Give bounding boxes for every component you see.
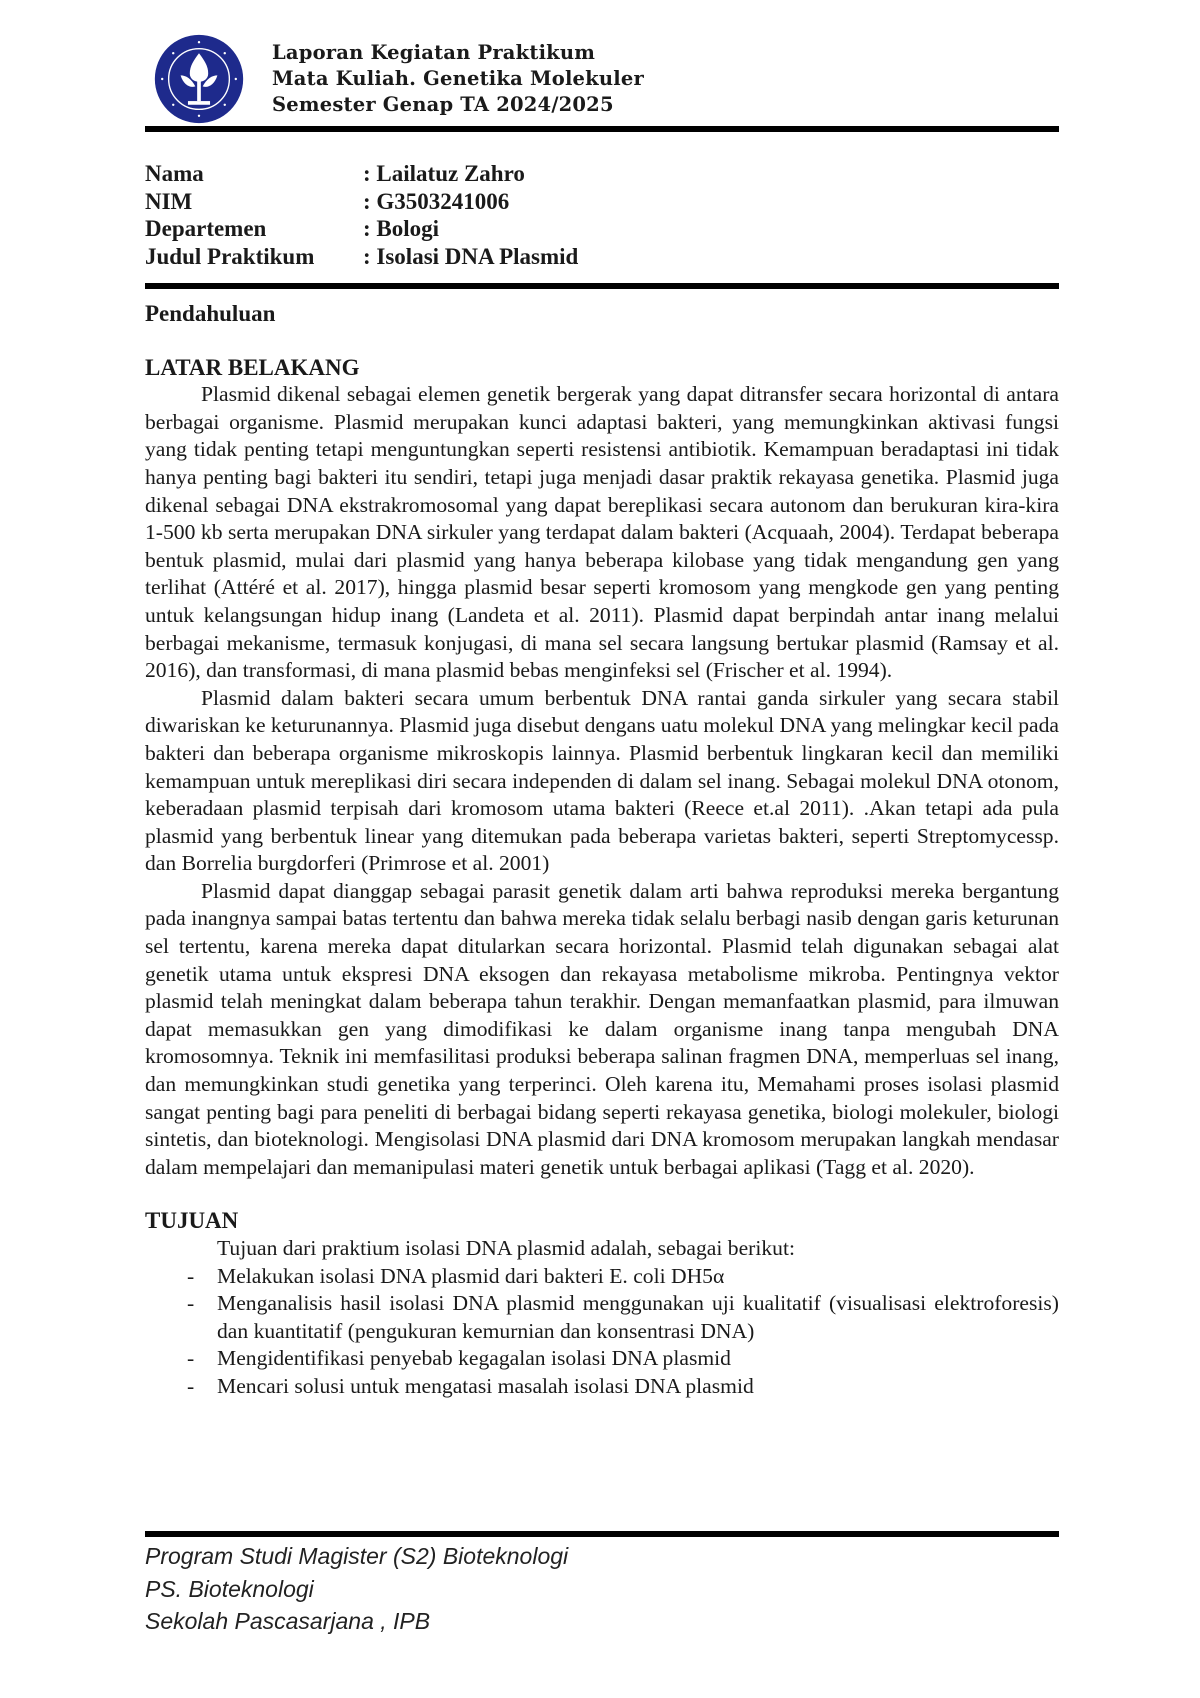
list-item (145, 1263, 1059, 1291)
list-item (145, 1345, 1059, 1373)
list-item (145, 1373, 1059, 1401)
info-value: : Bologi (363, 216, 440, 241)
info-value: : G3503241006 (363, 188, 510, 214)
info-label: Nama (145, 161, 204, 186)
list-item-text: Menganalisis hasil isolasi DNA plasmid menggunakan uji kualitatif (visualisasi elektroforesis) dan kuantitatif (pengukuran kemurnian dan konsentrasi DNA) (217, 1291, 1059, 1343)
list-dash: - (187, 1263, 195, 1288)
section-heading-latar-belakang: LATAR BELAKANG (145, 354, 360, 380)
info-row-title (145, 243, 578, 271)
footer-line-program: Program Studi Magister (S2) Bioteknologi (145, 1543, 569, 1569)
list-dash: - (187, 1291, 195, 1316)
paragraph: Plasmid dikenal sebagai elemen genetik bergerak yang dapat ditransfer secara horizontal di antara berbagai organisme. Plasmid merupakan kunci adaptasi bakteri, yang memungkinkan aktivasi fungsi yang tidak penting tetapi menguntungkan seperti resistensi antibiotik. Kemampuan beradaptasi ini tidak hanya penting bagi bakteri itu sendiri, tetapi juga menjadi dasar praktik rekayasa genetika. Plasmid juga dikenal sebagai DNA ekstrakromosomal yang dapat bereplikasi secara autonom dan berukuran kira-kira 1-500 kb serta merupakan DNA sirkuler yang terdapat dalam bakteri (Acquaah, 2004). Terdapat beberapa bentuk plasmid, mulai dari plasmid yang hanya beberapa kilobase yang tidak mengandung gen yang terlihat (Attéré et al. 2017), hingga plasmid besar seperti kromosom yang mengkode gen yang penting untuk kelangsungan hidup inang (Landeta et al. 2011). Plasmid dapat berpindah antar inang melalui berbagai mekanisme, termasuk konjugasi, di mana sel secara langsung bertukar plasmid (Ramsay et al. 2016), dan transformasi, di mana plasmid bebas menginfeksi sel (Frischer et al. 1994). (145, 382, 1059, 683)
list-dash: - (187, 1346, 195, 1371)
footer-line-ps: PS. Bioteknologi (145, 1575, 314, 1602)
ipb-university-seal-icon (153, 33, 245, 125)
info-row-department (145, 215, 578, 243)
info-row-name (145, 160, 578, 188)
paragraph: Plasmid dapat dianggap sebagai parasit genetik dalam arti bahwa reproduksi mereka bergantung pada inangnya sampai batas tertentu dan bahwa mereka tidak selalu berbagi nasib dengan garis keturunan sel tertentu, karena mereka dapat ditularkan secara horizontal. Plasmid telah digunakan sebagai alat genetik utama untuk ekspresi DNA eksogen dan rekayasa metabolisme mikroba. Pentingnya vektor plasmid telah meningkat dalam beberapa tahun terakhir. Dengan memanfaatkan plasmid, para ilmuwan dapat memasukkan gen yang dimodifikasi ke dalam organisme inang tanpa mengubah DNA kromosomnya. Teknik ini memfasilitasi produksi beberapa salinan fragmen DNA, memperluas sel inang, dan memungkinkan studi genetika yang terperinci. Oleh karena itu, Memahami proses isolasi plasmid sangat penting bagi para peneliti di berbagai bidang seperti rekayasa genetika, biologi molekuler, biologi sintetis, dan bioteknologi. Mengisolasi DNA plasmid dari DNA kromosom merupakan langkah mendasar dalam mempelajari dan memanipulasi materi genetik untuk berbagai aplikasi (Tagg et al. 2020). (145, 878, 1059, 1179)
section-heading-pendahuluan: Pendahuluan (145, 301, 276, 326)
report-header (272, 40, 644, 118)
list-item-text: Melakukan isolasi DNA plasmid dari bakteri E. coli DH5α (217, 1263, 725, 1288)
header-line-semester: Semester Genap TA 2024/2025 (272, 93, 614, 116)
paragraph: Plasmid dalam bakteri secara umum berbentuk DNA rantai ganda sirkuler yang secara stabil diwariskan ke keturunannya. Plasmid juga disebut dengans uatu molekul DNA yang melingkar kecil pada bakteri dan beberapa organisme mikroskopis lainnya. Plasmid berbentuk lingkaran kecil dan memiliki kemampuan untuk mereplikasi diri secara independen di dalam sel inang. Sebagai molekul DNA otonom, keberadaan plasmid terpisah dari kromosom utama bakteri (Reece et.al 2011). .Akan tetapi ada pula plasmid yang berbentuk linear yang ditemukan pada beberapa varietas bakteri, seperti Streptomycessp. dan Borrelia burgdorferi (Primrose et al. 2001) (145, 685, 1059, 876)
list-item-text: Mengidentifikasi penyebab kegagalan isolasi DNA plasmid (217, 1346, 731, 1371)
list-dash: - (187, 1373, 195, 1398)
header-divider (145, 126, 1059, 132)
tujuan-intro: Tujuan dari praktium isolasi DNA plasmid adalah, sebagai berikut: (217, 1236, 795, 1260)
footer-line-school: Sekolah Pascasarjana , IPB (145, 1608, 431, 1634)
header-line-course: Mata Kuliah. Genetika Molekuler (272, 67, 644, 90)
info-value: : Lailatuz Zahro (363, 161, 525, 186)
info-label: Departemen (145, 216, 267, 241)
footer-divider (145, 1531, 1059, 1537)
info-label: NIM (145, 188, 193, 214)
info-value: : Isolasi DNA Plasmid (363, 243, 579, 269)
section-heading-tujuan: TUJUAN (145, 1208, 239, 1234)
report-body (145, 300, 1059, 1401)
header-line-report: Laporan Kegiatan Praktikum (272, 41, 596, 64)
info-label: Judul Praktikum (145, 243, 315, 269)
info-row-nim (145, 188, 578, 216)
list-item (145, 1290, 1059, 1345)
page-footer (145, 1540, 568, 1638)
list-item-text: Mencari solusi untuk mengatasi masalah isolasi DNA plasmid (217, 1373, 754, 1398)
student-info (145, 160, 578, 270)
info-divider (145, 283, 1059, 289)
tujuan-list (145, 1263, 1059, 1401)
